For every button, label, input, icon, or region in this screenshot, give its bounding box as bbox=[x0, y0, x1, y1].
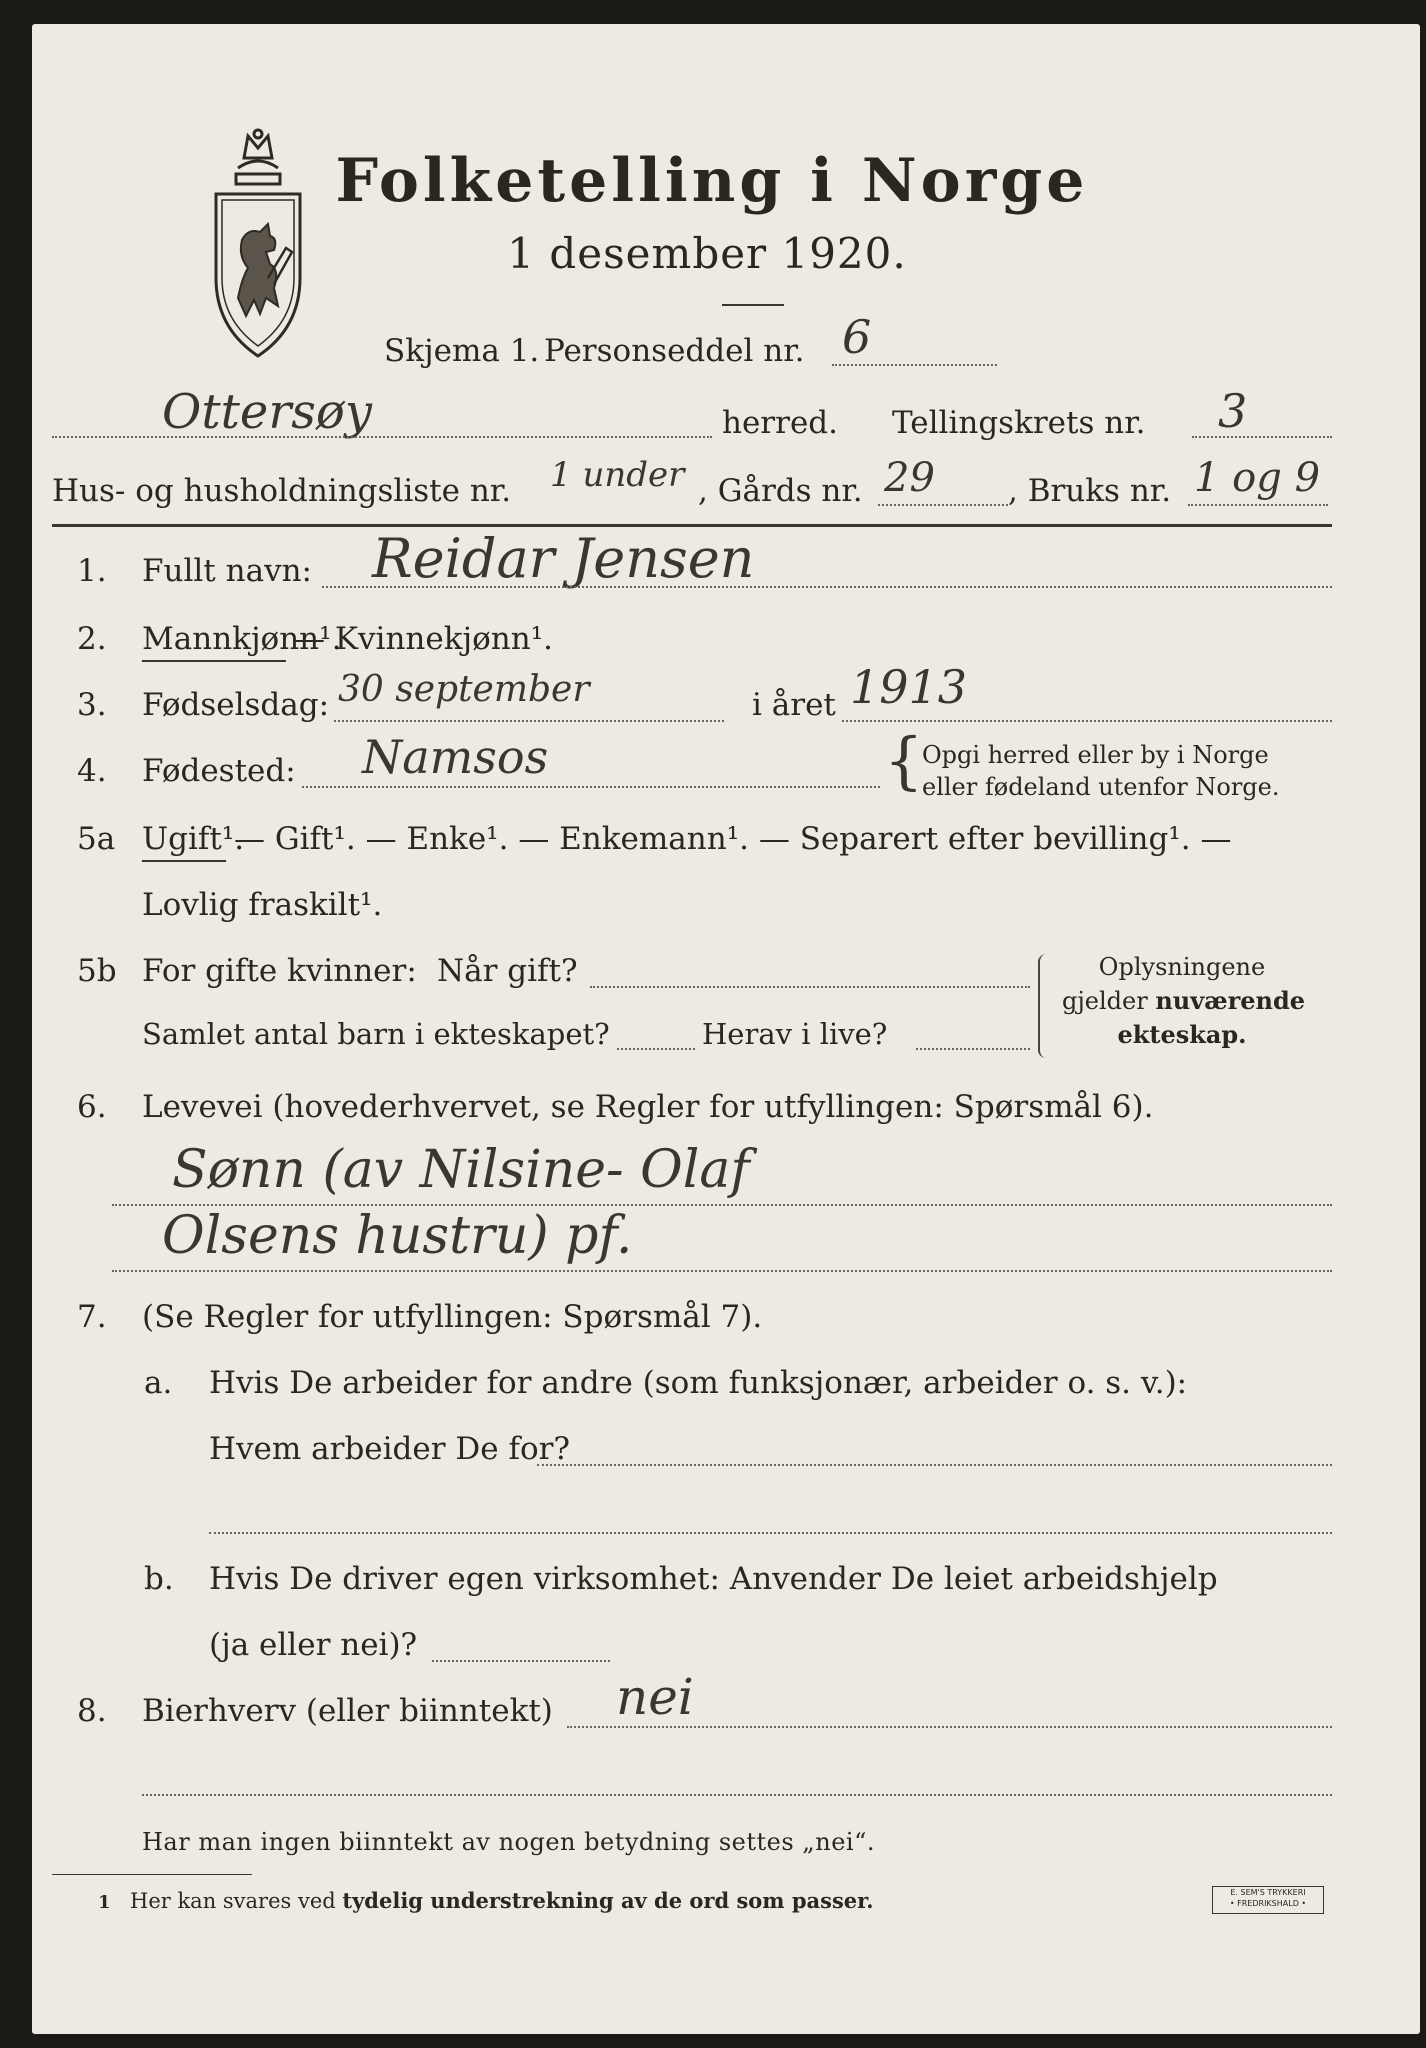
husliste-value: 1 under bbox=[550, 455, 685, 495]
q7-number: 7. bbox=[77, 1299, 107, 1335]
personseddel-line bbox=[832, 364, 997, 366]
q6-label: Levevei (hovederhvervet, se Regler for utfyllingen: Spørsmål 6). bbox=[142, 1089, 1154, 1125]
q6-number: 6. bbox=[77, 1089, 107, 1125]
bruks-label: , Bruks nr. bbox=[1008, 473, 1172, 509]
title-divider bbox=[722, 304, 784, 306]
q3-date-line bbox=[334, 720, 724, 722]
q8-extra-line bbox=[142, 1794, 1332, 1796]
q2-female-option: — Kvinnekjønn¹. bbox=[294, 621, 553, 657]
q5b-bracket bbox=[1038, 954, 1054, 1058]
q3-number: 3. bbox=[77, 687, 107, 723]
q5a-other-options: — Gift¹. — Enke¹. — Enkemann¹. — Separert efter bevilling¹. — bbox=[234, 821, 1232, 857]
q4-number: 4. bbox=[77, 753, 107, 789]
q5b-alive-line bbox=[916, 1048, 1030, 1050]
footer-note: Har man ingen biinntekt av nogen betydning settes „nei“. bbox=[142, 1828, 875, 1856]
tellingskrets-line bbox=[1192, 436, 1332, 438]
q5b-note-gjelder: gjelder bbox=[1062, 987, 1156, 1015]
q2-male-option: Mannkjønn¹. bbox=[142, 621, 342, 657]
q6-line2 bbox=[112, 1270, 1332, 1272]
q7a-who-label: Hvem arbeider De for? bbox=[209, 1431, 571, 1467]
q5b-number: 5b bbox=[77, 953, 117, 989]
q4-label: Fødested: bbox=[142, 753, 296, 789]
norwegian-coat-of-arms-icon bbox=[208, 128, 308, 368]
printer-line2: • FREDRIKSHALD • bbox=[1229, 1899, 1307, 1908]
q5b-label: For gifte kvinner: bbox=[142, 953, 417, 989]
printer-line1: E. SEM'S TRYKKERI bbox=[1230, 1888, 1306, 1897]
herred-value: Ottersøy bbox=[162, 384, 372, 440]
q6-occupation-value-line2: Olsens hustru) pf. bbox=[162, 1206, 633, 1266]
q8-label: Bierhverv (eller biinntekt) bbox=[142, 1693, 553, 1729]
form-date: 1 desember 1920. bbox=[507, 229, 907, 278]
q3-birthdate-value: 30 september bbox=[338, 669, 590, 710]
q1-line bbox=[322, 586, 1332, 588]
footnote-number: 1 bbox=[98, 1892, 111, 1913]
q5b-children-line bbox=[617, 1048, 695, 1050]
q7a-who-line bbox=[537, 1464, 1332, 1466]
q4-birthplace-value: Namsos bbox=[362, 730, 549, 784]
gards-line bbox=[878, 504, 1008, 506]
q3-label: Fødselsdag: bbox=[142, 687, 330, 723]
q6-occupation-value-line1: Sønn (av Nilsine- Olaf bbox=[172, 1140, 750, 1200]
q4-brace-icon: { bbox=[884, 724, 924, 797]
q1-full-name-value: Reidar Jensen bbox=[372, 527, 755, 590]
q8-value: nei bbox=[616, 1668, 694, 1726]
census-form bbox=[32, 24, 1420, 2034]
q1-number: 1. bbox=[77, 553, 107, 589]
q7a-extra-line bbox=[209, 1532, 1332, 1534]
q1-label: Fullt navn: bbox=[142, 553, 312, 589]
herred-line bbox=[52, 436, 712, 438]
q3-year-label: i året bbox=[752, 687, 836, 723]
bruks-line bbox=[1188, 504, 1328, 506]
q7a-number: a. bbox=[144, 1365, 173, 1401]
q2-male-underline bbox=[142, 660, 286, 662]
footnote-text-a: Her kan svares ved bbox=[130, 1889, 343, 1913]
q4-note-line1: Opgi herred eller by i Norge bbox=[922, 741, 1269, 769]
skjema-label: Skjema 1. bbox=[384, 333, 540, 369]
q5b-children-label: Samlet antal barn i ekteskapet? bbox=[142, 1017, 610, 1051]
q5a-number: 5a bbox=[77, 821, 116, 857]
q5a-line2: Lovlig fraskilt¹. bbox=[142, 887, 383, 923]
footnote-text bbox=[130, 1888, 874, 1913]
gards-value: 29 bbox=[884, 455, 935, 501]
footnote-rule bbox=[52, 1874, 252, 1875]
q7b-label: Hvis De driver egen virksomhet: Anvender De leiet arbeidshjelp bbox=[209, 1561, 1218, 1597]
form-title: Folketelling i Norge bbox=[335, 146, 1089, 216]
q5b-naar-gift-label: Når gift? bbox=[437, 953, 578, 989]
printer-mark bbox=[1212, 1886, 1324, 1914]
q7a-label: Hvis De arbeider for andre (som funksjonær, arbeider o. s. v.): bbox=[209, 1365, 1188, 1401]
tellingskrets-label: Tellingskrets nr. bbox=[892, 405, 1146, 441]
gards-label: , Gårds nr. bbox=[698, 473, 863, 509]
q3-year-value: 1913 bbox=[850, 660, 968, 714]
herred-label: herred. bbox=[722, 405, 838, 441]
q5b-alive-label: Herav i live? bbox=[702, 1017, 888, 1051]
husliste-label: Hus- og husholdningsliste nr. bbox=[52, 473, 512, 509]
q5b-note-line3: ekteskap. bbox=[1117, 1020, 1247, 1049]
footnote-text-b: tydelig understrekning av de ord som passer. bbox=[342, 1888, 874, 1913]
tellingskrets-number: 3 bbox=[1218, 384, 1248, 438]
q8-number: 8. bbox=[77, 1693, 107, 1729]
personseddel-number: 6 bbox=[842, 310, 872, 364]
personseddel-label: Personseddel nr. bbox=[544, 333, 805, 369]
q3-year-line bbox=[842, 720, 1332, 722]
q8-line bbox=[567, 1726, 1332, 1728]
q7b-number: b. bbox=[144, 1561, 174, 1597]
q7b-yes-no-label: (ja eller nei)? bbox=[209, 1627, 418, 1663]
q5b-note-line1: Oplysningene bbox=[1098, 953, 1266, 981]
bruks-value: 1 og 9 bbox=[1194, 455, 1321, 501]
q5a-ugift-underline bbox=[142, 860, 226, 862]
q5b-naar-line bbox=[590, 986, 1030, 988]
q4-line bbox=[302, 786, 880, 788]
q5b-note-nuvaerende: nuværende bbox=[1155, 986, 1306, 1015]
q2-number: 2. bbox=[77, 621, 107, 657]
q4-note-line2: eller fødeland utenfor Norge. bbox=[922, 773, 1280, 801]
q5a-unmarried-option: Ugift¹. bbox=[142, 821, 245, 857]
q5b-note-line2 bbox=[1062, 986, 1306, 1016]
q7b-line bbox=[432, 1660, 610, 1662]
q7-label: (Se Regler for utfyllingen: Spørsmål 7). bbox=[142, 1299, 763, 1335]
